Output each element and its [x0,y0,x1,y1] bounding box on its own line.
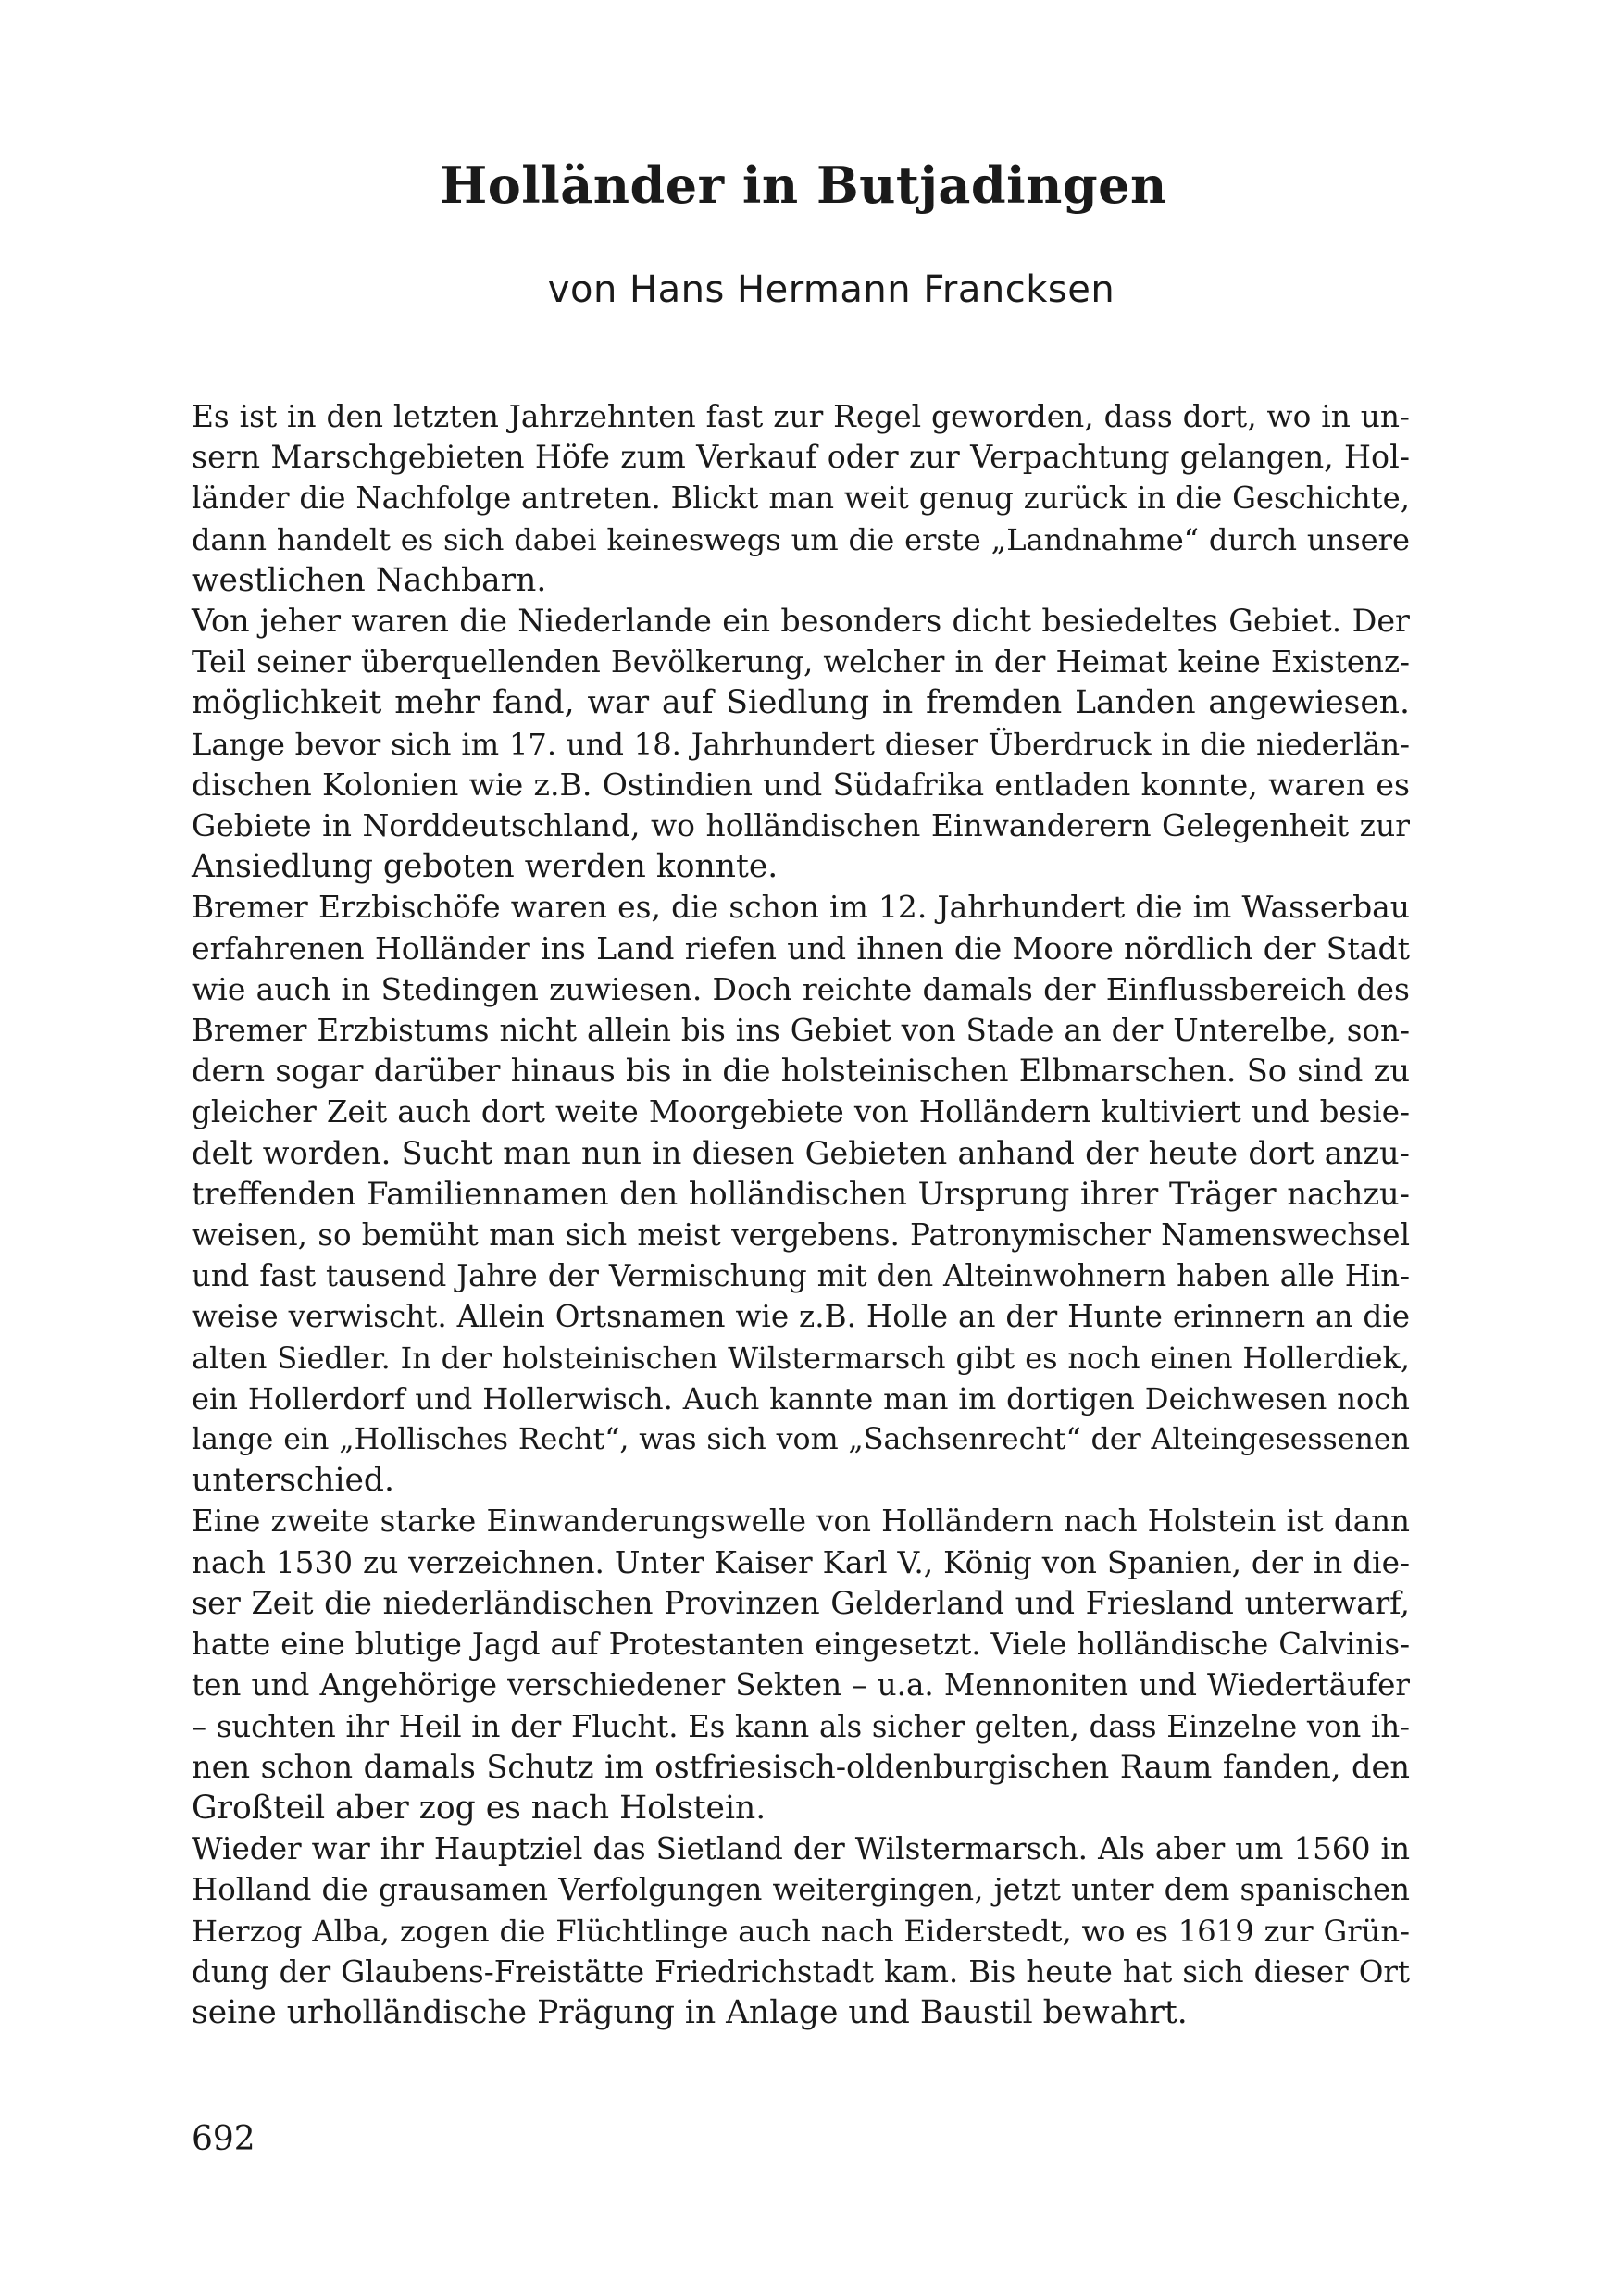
text-line: Ansiedlung geboten werden konnte. [192,848,779,886]
text-line: lange ein „Hollisches Recht“, was sich vom „Sachsenrecht“ der Alteingesessenen [192,1423,1410,1457]
text-line: alten Siedler. In der holsteinischen Wilstermarsch gibt es noch einen Hollerdiek, [192,1340,1410,1376]
paragraph-5 [192,1828,1410,2033]
text-line: westlichen Nachbarn. [192,561,547,599]
text-line: Bremer Erzbischöfe waren es, die schon im 12. Jahrhundert die im Wasserbau [192,889,1410,926]
text-line: dern sogar darüber hinaus bis in die holsteinischen Elbmarschen. So sind zu [192,1053,1410,1090]
text-line: und fast tausend Jahre der Vermischung mit den Alteinwohnern haben alle Hin- [192,1258,1410,1294]
text-line: – suchten ihr Heil in der Flucht. Es kann als sicher gelten, dass Einzelne von ih- [192,1708,1410,1744]
text-line: hatte eine blutige Jagd auf Protestanten eingesetzt. Viele holländische Calvinis- [192,1627,1410,1663]
text-line: Es ist in den letzten Jahrzehnten fast zur Regel geworden, dass dort, wo in un- [192,399,1410,434]
text-line: erfahrenen Holländer ins Land riefen und ihnen die Moore nördlich der Stadt [192,930,1410,967]
text-line: Von jeher waren die Niederlande ein besonders dicht besiedeltes Gebiet. Der [192,603,1410,640]
text-line: länder die Nachfolge antreten. Blickt man weit genug zurück in die Geschichte, [192,480,1410,517]
paragraph-1 [192,396,1410,601]
text-line: delt worden. Sucht man nun in diesen Gebieten anhand der heute dort anzu- [192,1134,1410,1171]
text-line: seine urholländische Prägung in Anlage und Baustil bewahrt. [192,1993,1188,2031]
text-line: dischen Kolonien wie z.B. Ostindien und Südafrika entladen konnte, waren es [192,766,1410,803]
text-line: weise verwischt. Allein Ortsnamen wie z.B. Holle an der Hunte erinnern an die [192,1299,1410,1335]
text-line: nach 1530 zu verzeichnen. Unter Kaiser Karl V., König von Spanien, der in die- [192,1544,1410,1580]
text-line: Teil seiner überquellenden Bevölkerung, welcher in der Heimat keine Existenz- [192,644,1410,680]
text-line: gleicher Zeit auch dort weite Moorgebiete von Holländern kultiviert und besie- [192,1094,1410,1130]
text-line: ser Zeit die niederländischen Provinzen Gelderland und Friesland unterwarf, [192,1584,1410,1621]
article-body [192,396,1410,2033]
text-line: dann handelt es sich dabei keineswegs um die erste „Landnahme“ durch unsere [192,521,1410,557]
text-line: Gebiete in Norddeutschland, wo holländischen Einwanderern Gelegenheit zur [192,807,1410,844]
text-line: unterschied. [192,1462,394,1500]
text-line: Lange bevor sich im 17. und 18. Jahrhundert dieser Überdruck in die niederlän- [192,726,1410,762]
page-number: 692 [192,2120,255,2158]
paragraph-3 [192,887,1410,1501]
text-line: dung der Glaubens-Freistätte Friedrichstadt kam. Bis heute hat sich dieser Ort [192,1953,1410,1990]
text-line: ten und Angehörige verschiedener Sekten – u.a. Mennoniten und Wiedertäufer [192,1667,1410,1703]
text-line: Eine zweite starke Einwanderungswelle von Holländern nach Holstein ist dann [192,1504,1410,1540]
article-title: Holländer in Butjadingen [440,156,1167,215]
text-line: weisen, so bemüht man sich meist vergebens. Patronymischer Namenswechsel [192,1217,1410,1254]
author-byline: von Hans Hermann Francksen [547,268,1115,311]
paragraph-2 [192,601,1410,887]
text-line: Herzog Alba, zogen die Flüchtlinge auch nach Eiderstedt, wo es 1619 zur Grün- [192,1913,1410,1949]
text-line: Holland die grausamen Verfolgungen weitergingen, jetzt unter dem spanischen [192,1872,1410,1908]
text-line: sern Marschgebieten Höfe zum Verkauf oder zur Verpachtung gelangen, Hol- [192,439,1410,476]
text-line: ein Hollerdorf und Hollerwisch. Auch kannte man im dortigen Deichwesen noch [192,1380,1410,1416]
text-line: möglichkeit mehr fand, war auf Siedlung in fremden Landen angewiesen. [192,684,1410,722]
paragraph-4 [192,1501,1410,1828]
text-line: treffenden Familiennamen den holländischen Ursprung ihrer Träger nachzu- [192,1175,1410,1212]
text-line: nen schon damals Schutz im ostfriesisch-oldenburgischen Raum fanden, den [192,1748,1410,1785]
text-line: wie auch in Stedingen zuwiesen. Doch reichte damals der Einflussbereich des [192,970,1410,1007]
text-line: Wieder war ihr Hauptziel das Sietland der Wilstermarsch. Als aber um 1560 in [192,1831,1410,1867]
text-line: Bremer Erzbistums nicht allein bis ins Gebiet von Stade an der Unterelbe, son- [192,1013,1410,1049]
text-line: Großteil aber zog es nach Holstein. [192,1789,766,1827]
